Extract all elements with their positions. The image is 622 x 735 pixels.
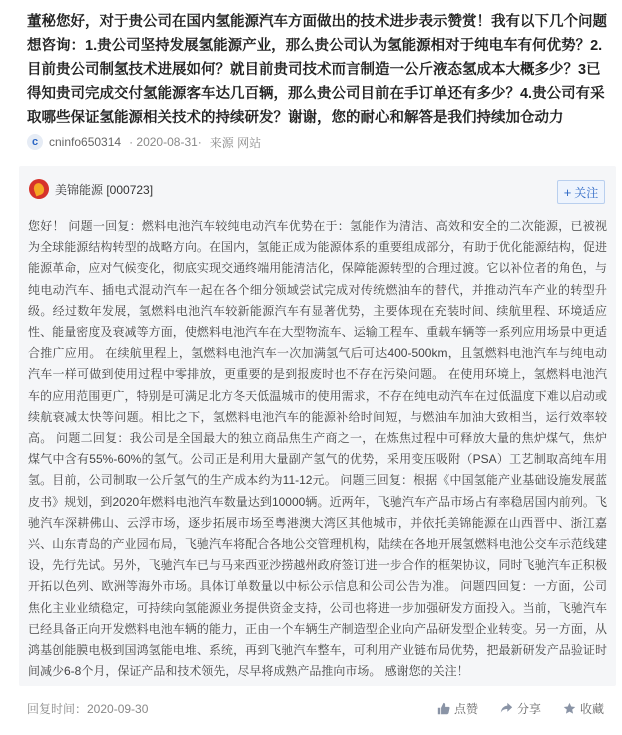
collect-label: 收藏 [579,701,604,716]
answer-header [29,178,153,200]
star-icon [563,702,576,715]
question-meta [27,132,261,152]
share-icon [500,702,513,715]
user-avatar[interactable]: c [27,134,43,150]
answer-card [19,166,616,686]
plus-icon: + [563,184,572,200]
like-button[interactable] [437,700,478,717]
like-label: 点赞 [453,701,478,716]
collect-button[interactable] [563,700,604,717]
share-button[interactable] [500,700,541,717]
question-text: 董秘您好，对于贵公司在国内氢能源汽车方面做出的技术进步表示赞赏！我有以下几个问题想咨询：1.贵公司坚持发展氢能源产业，那么贵公司认为氢能源相对于纯电车有何优势？2.目前贵公司制氢技术进展如何？就目前贵司技术而言制造一公斤液态氢成本大概多少？3已得知贵司完成交付氢能源客车达几百辆，那么贵公司目前在手订单还有多少？4.贵公司有采取哪些保证氢能源相关技术的持续研发？谢谢，您的耐心和解答是我们持续加仓动力 [27,14,607,126]
question-date: · 2020-08-31· [129,135,202,149]
question-user[interactable]: cninfo650314 [49,135,122,149]
answer-footer [27,698,604,718]
answer-text: 您好！ 问题一回复：燃料电池汽车较纯电动汽车优势在于：氢能作为清洁、高效和安全的二次能源，已被视为全球能源结构转型的战略方向。在国内，氢能正成为能源体系的重要组成部分，有助于优化能源结构，促进能源革命，应对气候变化，彻底实现交通终端用能清洁化，保障能源转型的合理过渡。它以补位者的角色，与纯电动汽车、插电式混动汽车一起在各个细分领域尝试完成对传统燃油车的替代，并推动汽车产业的转型升级。经过数年发展，氢燃料电池汽车较新能源汽车有显著优势，主要体现在充装时间、续航里程、环境适应性、能量密度及衰减等方面，使燃料电池汽车在大型物流车、运输工程车、重载车辆等一系列应用场景中更适合推广应用。 在续航里程上，氢燃料电池汽车一次加满氢气后可达400-500km，且氢燃料电池汽车与纯电动汽车一样可做到使用过程中零排放，更重要的是到报废时也不存在污染问题。 在使用环境上，氢燃料电池汽车的应用范围更广，特别是可满足北方冬天低温城市的使用需求，不存在纯电动汽车在过低温度下难以启动或续航衰减太快等问题。相比之下，氢燃料电池汽车的能源补给时间短，与燃油车加油大致相当，运行效率较高。 问题二回复：我公司是全国最大的独立商品焦生产商之一，在炼焦过程中可释放大量的焦炉煤气，焦炉煤气中含有55%-60%的氢气。公司正是利用大量副产氢气的优势，采用变压吸附（PSA）工艺制取高纯车用氢。目前，公司制取一公斤氢气的生产成本约为11-12元。 问题三回复：根据《中国氢能产业基础设施发展蓝皮书》规划，到2020年燃料电池汽车数量达到10000辆。近两年，飞驰汽车产品市场占有率稳居国内前列。飞驰汽车深耕佛山、云浮市场，逐步拓展市场至粤港澳大湾区其他城市，并依托美锦能源在山西晋中、浙江嘉兴、山东青岛的产业园布局，飞驰汽车将配合各地公交管理机构，陆续在各地开展氢燃料电池公交车示范线建设，先行先试。另外，飞驰汽车已与马来西亚沙捞越州政府签订进一步合作的框架协议，同时飞驰汽车正积极开拓以色列、欧洲等海外市场。具体订单数量以中标公示信息和公司公告为准。 问题四回复：一方面，公司焦化主业业绩稳定，可持续向氢能源业务提供资金支持，公司也将进一步加强研发方面投入。当前，飞驰汽车已经具备正向开发燃料电池车辆的能力，正由一个车辆生产制造型企业向产品研发型企业转变。另一方面，从鸿基创能膜电极到国鸿氢能电堆、系统，再到飞驰汽车整车，可利用产业链布局优势，把最新研发产品验证时间减少6-8个月，保证产品和技术领先，尽早将成熟产品推向市场。 感谢您的关注！ [28,219,607,679]
company-logo-icon[interactable] [29,179,49,199]
follow-label: 关注 [574,185,599,200]
thumbs-up-icon [437,702,450,715]
reply-time: 回复时间：2020-09-30 [27,701,149,716]
company-name[interactable]: 美锦能源 [000723] [55,182,154,197]
question-source: 来源 网站 [209,135,262,150]
follow-button[interactable] [557,180,605,204]
share-label: 分享 [516,701,541,716]
